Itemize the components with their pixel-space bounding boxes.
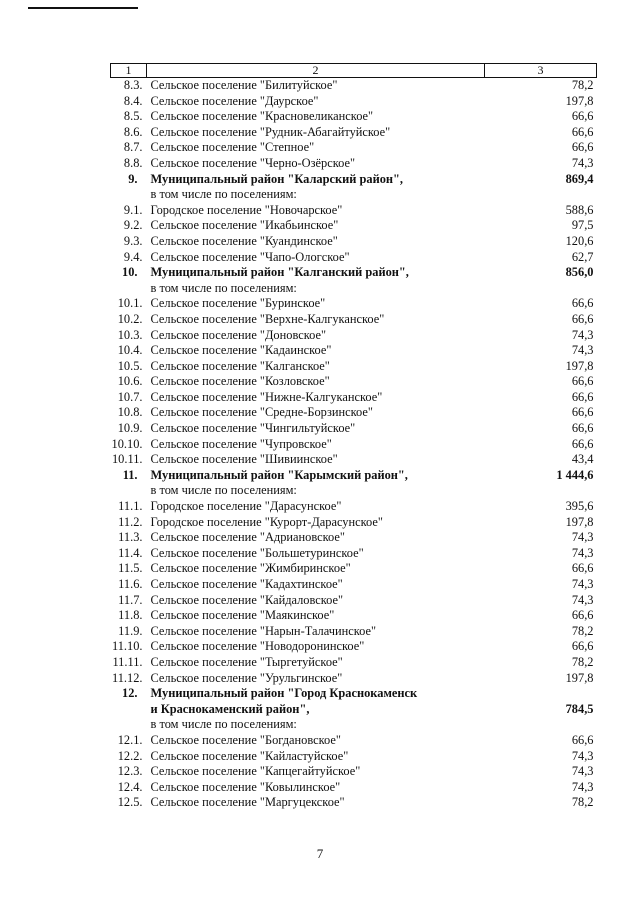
row-name: Сельское поселение "Куандинское" bbox=[150, 233, 338, 248]
row-number: 11.4. bbox=[118, 545, 143, 560]
row-number: 12.2. bbox=[117, 748, 143, 763]
row-name: Сельское поселение "Чингильтуйское" bbox=[150, 421, 356, 436]
row-name: Сельское поселение "Доновское" bbox=[150, 327, 327, 342]
row-name: Сельское поселение "Урульгинское" bbox=[150, 670, 343, 685]
table-body bbox=[111, 78, 597, 811]
row-value: 66,6 bbox=[571, 124, 594, 139]
page-number: 7 bbox=[316, 846, 324, 861]
header-col-2: 2 bbox=[147, 64, 485, 78]
row-name: Сельское поселение "Жимбиринское" bbox=[150, 561, 351, 576]
row-name: Сельское поселение "Чапо-Ологское" bbox=[150, 249, 350, 264]
table-row bbox=[111, 405, 597, 421]
row-number: 8.5. bbox=[123, 109, 143, 124]
row-value: 66,6 bbox=[571, 436, 594, 451]
table-row bbox=[111, 234, 597, 250]
row-value: 395,6 bbox=[565, 499, 594, 514]
row-number: 9. bbox=[128, 171, 138, 186]
table-row bbox=[111, 702, 597, 718]
table-row bbox=[111, 359, 597, 375]
table-row bbox=[111, 530, 597, 546]
header-col-1: 1 bbox=[111, 64, 147, 78]
row-number: 11. bbox=[122, 467, 138, 482]
row-name: Сельское поселение "Икабьинское" bbox=[150, 218, 339, 233]
row-value: 78,2 bbox=[571, 795, 594, 810]
table-row bbox=[111, 733, 597, 749]
table-row bbox=[111, 421, 597, 437]
row-number: 10.2. bbox=[117, 311, 143, 326]
table-row bbox=[111, 608, 597, 624]
row-number: 9.3. bbox=[123, 233, 143, 248]
row-value: 66,6 bbox=[571, 296, 594, 311]
row-number: 11.12. bbox=[111, 670, 143, 685]
row-number: 11.5. bbox=[118, 561, 143, 576]
row-number bbox=[111, 702, 147, 718]
row-value: 784,5 bbox=[565, 701, 594, 716]
table-row bbox=[111, 109, 597, 125]
row-value: 66,6 bbox=[571, 561, 594, 576]
table-row bbox=[111, 795, 597, 811]
row-number: 12. bbox=[122, 686, 138, 701]
table-row bbox=[111, 172, 597, 188]
row-number: 11.1. bbox=[118, 499, 143, 514]
row-value: 74,3 bbox=[571, 577, 594, 591]
table-row bbox=[111, 187, 597, 203]
row-number: 10.11. bbox=[111, 452, 143, 467]
row-name: Сельское поселение "Средне-Борзинское" bbox=[150, 405, 373, 420]
table-row bbox=[111, 125, 597, 141]
row-value: 66,6 bbox=[571, 140, 594, 155]
row-name: Сельское поселение "Степное" bbox=[150, 140, 315, 155]
table-row bbox=[111, 546, 597, 562]
table-row bbox=[111, 218, 597, 234]
row-name: Сельское поселение "Тыргетуйское" bbox=[150, 654, 343, 669]
row-value: 197,8 bbox=[565, 93, 594, 108]
row-name: Сельское поселение "Ковылинское" bbox=[150, 779, 341, 794]
table-row bbox=[111, 203, 597, 219]
row-number: 12.1. bbox=[117, 732, 143, 747]
row-value: 66,6 bbox=[571, 732, 594, 747]
row-name: Муниципальный район "Калганский район", bbox=[150, 265, 409, 280]
row-value: 66,6 bbox=[571, 311, 594, 326]
row-value: 74,3 bbox=[571, 530, 594, 545]
row-number: 9.4. bbox=[123, 249, 143, 264]
row-name: Сельское поселение "Шивиинское" bbox=[150, 452, 338, 467]
table-row bbox=[111, 749, 597, 765]
row-number: 10.5. bbox=[117, 358, 143, 373]
row-number: 8.3. bbox=[123, 78, 143, 92]
table-row bbox=[111, 686, 597, 702]
table-row bbox=[111, 94, 597, 110]
table-row bbox=[111, 281, 597, 297]
row-number: 11.10. bbox=[111, 639, 143, 654]
row-number: 10.7. bbox=[117, 389, 143, 404]
top-rule bbox=[28, 7, 138, 9]
row-name: Муниципальный район "Город Краснокаменск bbox=[150, 686, 418, 701]
row-value bbox=[485, 483, 597, 499]
row-name: Муниципальный район "Карымский район", bbox=[150, 467, 408, 482]
table-row bbox=[111, 468, 597, 484]
table-row bbox=[111, 312, 597, 328]
row-number: 12.4. bbox=[117, 779, 143, 794]
row-name: Городское поселение "Новочарское" bbox=[150, 202, 343, 217]
row-number: 11.2. bbox=[118, 514, 143, 529]
row-name: Сельское поселение "Кайдаловское" bbox=[150, 592, 344, 607]
row-name: Сельское поселение "Новодоронинское" bbox=[150, 639, 365, 654]
row-value: 869,4 bbox=[565, 171, 594, 186]
row-value: 856,0 bbox=[565, 265, 594, 280]
settlements-table bbox=[110, 63, 597, 811]
table-header-row bbox=[111, 64, 597, 78]
row-name: Сельское поселение "Буринское" bbox=[150, 296, 326, 311]
row-value: 74,3 bbox=[571, 155, 594, 170]
row-value: 74,3 bbox=[571, 592, 594, 607]
table-row bbox=[111, 639, 597, 655]
table-row bbox=[111, 483, 597, 499]
row-name: Сельское поселение "Капцегайтуйское" bbox=[150, 764, 361, 779]
row-name: Сельское поселение "Нарын-Талачинское" bbox=[150, 623, 377, 638]
table-row bbox=[111, 78, 597, 94]
table-row bbox=[111, 593, 597, 609]
row-value: 74,3 bbox=[571, 764, 594, 779]
table-row bbox=[111, 250, 597, 266]
row-number: 10.10. bbox=[111, 436, 143, 451]
row-name: Сельское поселение "Нижне-Калгуканское" bbox=[150, 389, 383, 404]
row-number bbox=[111, 483, 147, 499]
row-value: 120,6 bbox=[565, 233, 594, 248]
table-row bbox=[111, 561, 597, 577]
row-value: 78,2 bbox=[571, 623, 594, 638]
row-name: Сельское поселение "Рудник-Абагайтуйское" bbox=[150, 124, 391, 139]
row-number: 8.7. bbox=[123, 140, 143, 155]
table-row bbox=[111, 655, 597, 671]
table-row bbox=[111, 764, 597, 780]
row-number: 11.8. bbox=[118, 608, 143, 623]
row-number bbox=[111, 281, 147, 297]
row-name: Сельское поселение "Большетуринское" bbox=[150, 545, 364, 560]
row-name: Сельское поселение "Кайластуйское" bbox=[150, 748, 349, 763]
row-value bbox=[485, 717, 597, 733]
row-value: 66,6 bbox=[571, 421, 594, 436]
row-value: 78,2 bbox=[571, 654, 594, 669]
row-name: Сельское поселение "Черно-Озёрское" bbox=[150, 155, 355, 170]
row-value bbox=[485, 686, 597, 702]
table-row bbox=[111, 577, 597, 593]
table-row bbox=[111, 437, 597, 453]
row-value: 66,6 bbox=[571, 109, 594, 124]
row-value: 74,3 bbox=[571, 545, 594, 560]
row-number: 10.3. bbox=[117, 327, 143, 342]
row-number: 10. bbox=[122, 265, 138, 280]
row-number: 10.8. bbox=[117, 405, 143, 420]
row-value: 66,6 bbox=[571, 389, 594, 404]
row-value: 197,8 bbox=[565, 670, 594, 685]
row-name: Сельское поселение "Маякинское" bbox=[150, 608, 335, 623]
row-number: 12.3. bbox=[117, 764, 143, 779]
table-row bbox=[111, 296, 597, 312]
row-value: 43,4 bbox=[571, 452, 594, 467]
row-name: в том числе по поселениям: bbox=[150, 187, 297, 202]
table-row bbox=[111, 140, 597, 156]
row-number: 10.4. bbox=[117, 343, 143, 358]
row-name: Сельское поселение "Маргуцекское" bbox=[150, 795, 345, 810]
row-name: Сельское поселение "Калганское" bbox=[150, 358, 330, 373]
row-name: Сельское поселение "Даурское" bbox=[150, 93, 319, 108]
row-value: 588,6 bbox=[565, 202, 594, 217]
row-name: Сельское поселение "Богдановское" bbox=[150, 732, 341, 747]
row-number: 11.6. bbox=[118, 577, 143, 591]
row-name: Городское поселение "Курорт-Дарасунское" bbox=[150, 514, 383, 529]
row-number: 8.8. bbox=[123, 155, 143, 170]
row-name: Сельское поселение "Красновеликанское" bbox=[150, 109, 374, 124]
row-number: 10.9. bbox=[117, 421, 143, 436]
row-value: 74,3 bbox=[571, 748, 594, 763]
table-row bbox=[111, 671, 597, 687]
table-row bbox=[111, 265, 597, 281]
row-name: Сельское поселение "Адриановское" bbox=[150, 530, 345, 545]
table-row bbox=[111, 328, 597, 344]
row-number: 11.11. bbox=[112, 654, 143, 669]
row-number: 8.4. bbox=[123, 93, 143, 108]
row-name: в том числе по поселениям: bbox=[150, 280, 297, 295]
row-name: Сельское поселение "Козловское" bbox=[150, 374, 330, 389]
row-number: 11.3. bbox=[118, 530, 143, 545]
row-name: Городское поселение "Дарасунское" bbox=[150, 499, 342, 514]
row-value: 66,6 bbox=[571, 608, 594, 623]
table-row bbox=[111, 717, 597, 733]
table-row bbox=[111, 780, 597, 796]
row-value: 197,8 bbox=[565, 514, 594, 529]
row-number: 12.5. bbox=[117, 795, 143, 810]
row-value: 66,6 bbox=[571, 405, 594, 420]
row-name: в том числе по поселениям: bbox=[150, 483, 297, 498]
row-number: 8.6. bbox=[123, 124, 143, 139]
row-value: 74,3 bbox=[571, 343, 594, 358]
row-name: Сельское поселение "Кадахтинское" bbox=[150, 577, 343, 591]
row-name: и Краснокаменский район", bbox=[150, 701, 310, 716]
table-row bbox=[111, 343, 597, 359]
table-row bbox=[111, 374, 597, 390]
row-value: 66,6 bbox=[571, 639, 594, 654]
row-value: 62,7 bbox=[571, 249, 594, 264]
table-row bbox=[111, 390, 597, 406]
row-value: 197,8 bbox=[565, 358, 594, 373]
row-number: 11.9. bbox=[118, 623, 143, 638]
row-name: в том числе по поселениям: bbox=[150, 717, 297, 732]
row-name: Сельское поселение "Билитуйское" bbox=[150, 78, 338, 92]
row-name: Сельское поселение "Верхне-Калгуканское" bbox=[150, 311, 385, 326]
row-name: Муниципальный район "Каларский район", bbox=[150, 171, 404, 186]
row-value: 1 444,6 bbox=[556, 467, 594, 482]
row-name: Сельское поселение "Кадаинское" bbox=[150, 343, 332, 358]
row-value: 97,5 bbox=[571, 218, 594, 233]
table-row bbox=[111, 624, 597, 640]
row-value: 74,3 bbox=[571, 327, 594, 342]
row-number bbox=[111, 717, 147, 733]
row-name: Сельское поселение "Чупровское" bbox=[150, 436, 332, 451]
row-value bbox=[485, 281, 597, 297]
header-col-3: 3 bbox=[485, 64, 597, 78]
row-number: 10.1. bbox=[117, 296, 143, 311]
row-value: 78,2 bbox=[571, 78, 594, 92]
table-row bbox=[111, 156, 597, 172]
row-value: 66,6 bbox=[571, 374, 594, 389]
row-number: 10.6. bbox=[117, 374, 143, 389]
row-number: 9.2. bbox=[123, 218, 143, 233]
table-row bbox=[111, 499, 597, 515]
table-row bbox=[111, 515, 597, 531]
row-value: 74,3 bbox=[571, 779, 594, 794]
row-number bbox=[111, 187, 147, 203]
row-number: 9.1. bbox=[123, 202, 143, 217]
table-row bbox=[111, 452, 597, 468]
row-number: 11.7. bbox=[118, 592, 143, 607]
row-value bbox=[485, 187, 597, 203]
